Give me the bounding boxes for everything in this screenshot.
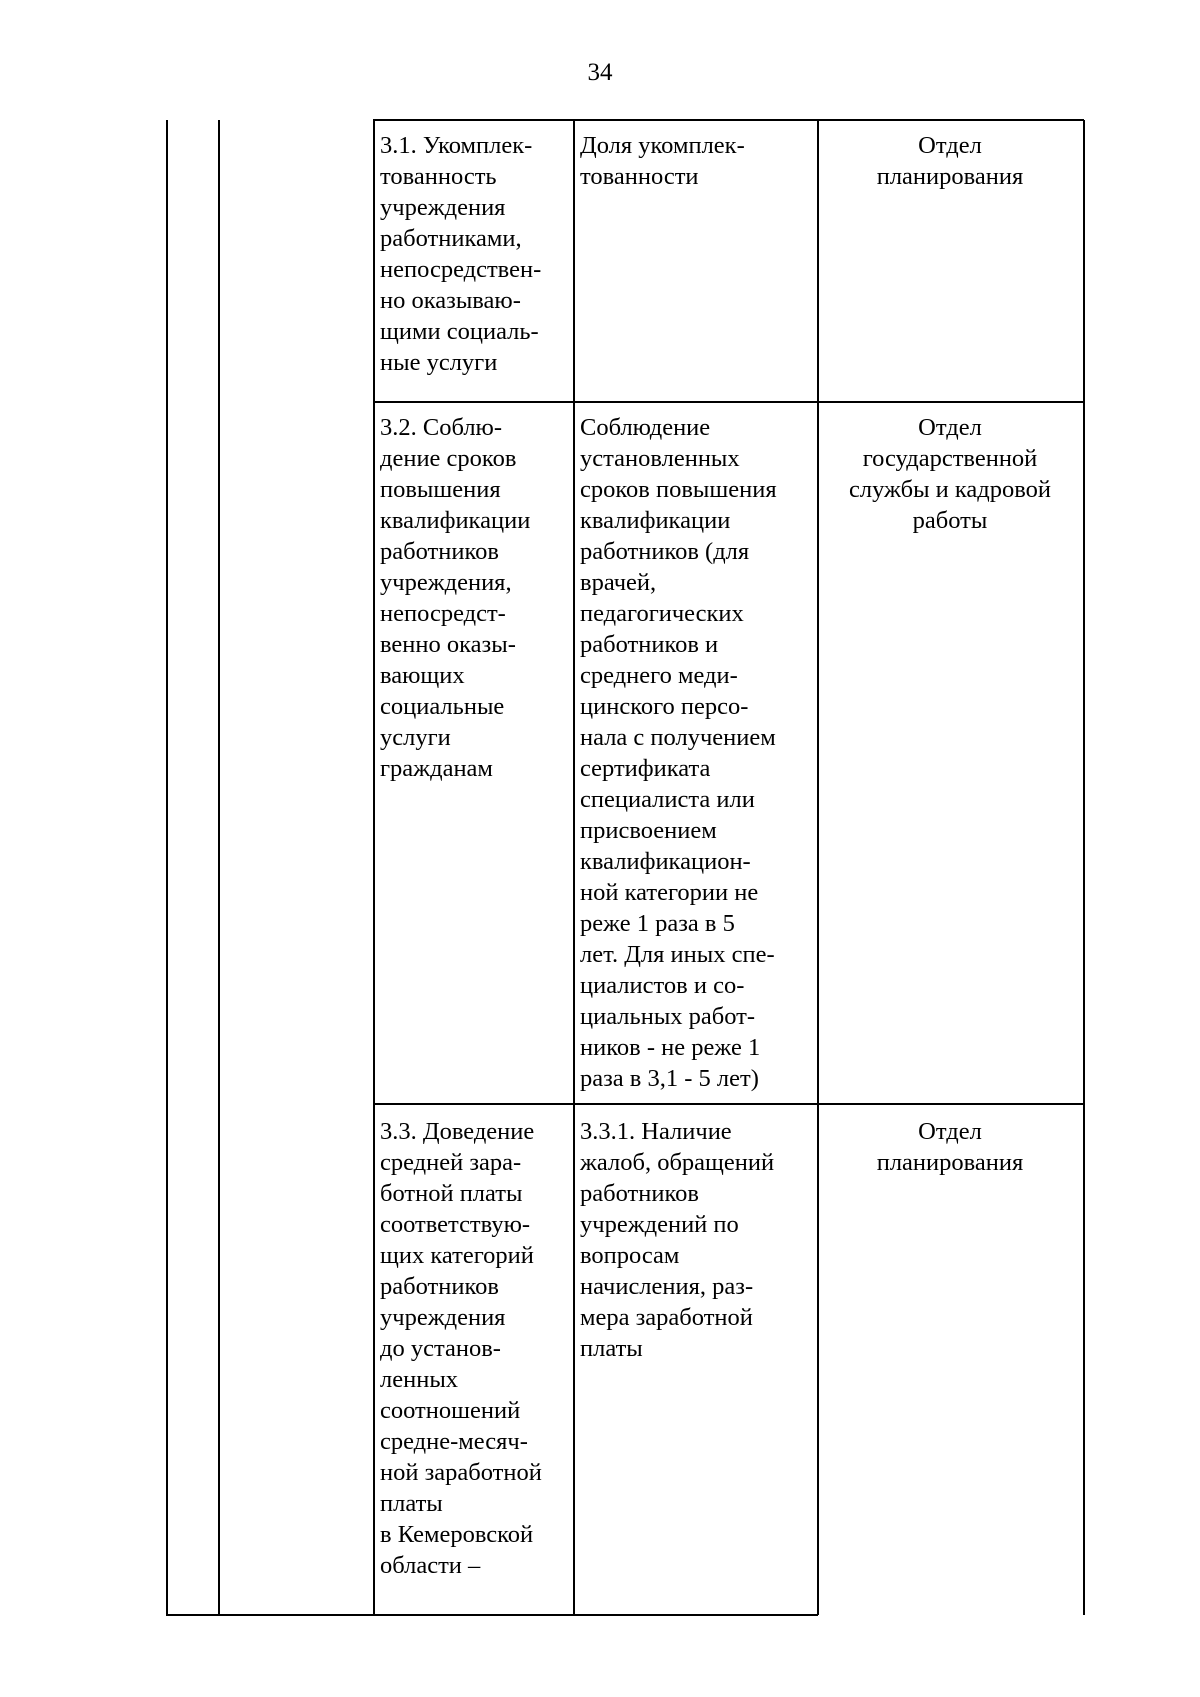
table-column-divider-2 (373, 120, 375, 1615)
criterion-cell: 3.2. Соблю- дение сроков повышения квалификации работников учреждения, непосредст- венно оказы- вающих социальные услуги гражданам (380, 414, 531, 782)
table-bottom-border (166, 1614, 818, 1616)
table-border-right (1083, 120, 1085, 1615)
table-border-left (166, 120, 168, 1615)
table-row-top-border (373, 119, 1084, 121)
indicator-cell: 3.3.1. Наличие жалоб, обращений работников учреждений по вопросам начисления, раз- мера заработной платы (580, 1118, 775, 1362)
indicator-cell: Доля укомплек- тованности (580, 132, 745, 190)
indicator-cell: Соблюдение установленных сроков повышения квалификации работников (для врачей, педагогических работников и среднего меди- цинского персо- нала с получением сертификата специалиста или присвоением квалификацион- ной категории не реже 1 раза в 5 лет. Для иных спе- циалистов и со- циальных работ- ников - не реже 1 раза в 3,1 - 5 лет) (580, 414, 777, 1092)
responsible-cell: Отдел государственной службы и кадровой работы (848, 414, 1052, 534)
responsible-cell: Отдел планирования (876, 132, 1024, 190)
table-column-divider-3 (573, 120, 575, 1615)
criterion-cell: 3.3. Доведение средней зара- ботной платы соответствую- щих категорий работников учреждения до установ- ленных соотношений средне-месяч- ной заработной платы в Кемеровской области – (380, 1118, 542, 1579)
table-column-divider-1 (218, 120, 220, 1615)
table-row-divider-2 (373, 1103, 1084, 1105)
responsible-cell: Отдел планирования (876, 1118, 1024, 1176)
table-row-divider-1 (373, 401, 1084, 403)
table-column-divider-4 (817, 120, 819, 1615)
criterion-cell: 3.1. Укомплек- тованность учреждения работниками, непосредствен- но оказываю- щими социаль- ные услуги (380, 132, 542, 376)
page-number: 34 (587, 59, 613, 86)
